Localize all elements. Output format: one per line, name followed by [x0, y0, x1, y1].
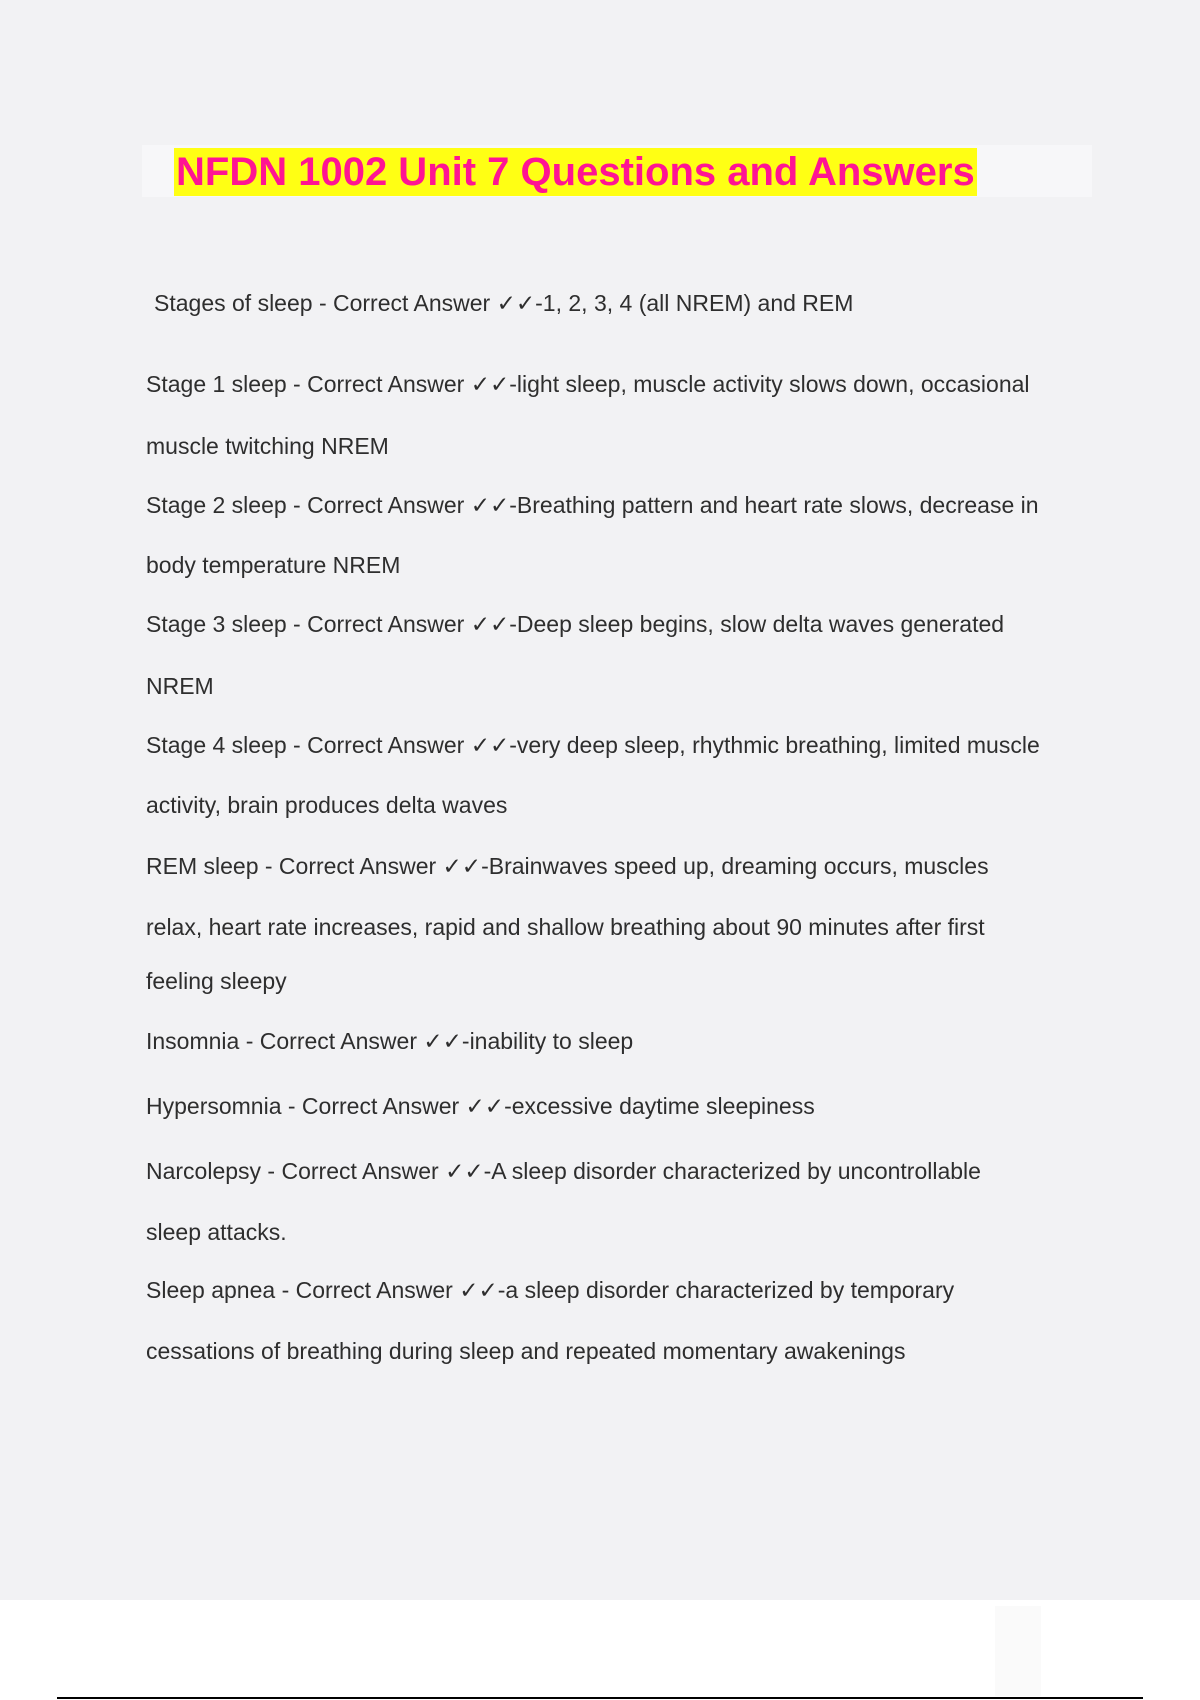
qa-line-stage-1: Stage 1 sleep - Correct Answer ✓✓-light sleep, muscle activity slows down, occasional [146, 371, 1030, 397]
qa-line-stage-3-cont: NREM [146, 673, 214, 699]
document-title: NFDN 1002 Unit 7 Questions and Answers [176, 150, 975, 194]
qa-line-stage-2: Stage 2 sleep - Correct Answer ✓✓-Breathing pattern and heart rate slows, decrease in [146, 492, 1039, 518]
qa-line-stage-1-cont: muscle twitching NREM [146, 433, 389, 459]
qa-line-rem-sleep-cont-1: relax, heart rate increases, rapid and shallow breathing about 90 minutes after first [146, 914, 985, 940]
qa-line-rem-sleep: REM sleep - Correct Answer ✓✓-Brainwaves speed up, dreaming occurs, muscles [146, 853, 989, 879]
qa-line-narcolepsy-cont: sleep attacks. [146, 1219, 287, 1245]
qa-line-narcolepsy: Narcolepsy - Correct Answer ✓✓-A sleep disorder characterized by uncontrollable [146, 1158, 981, 1184]
qa-line-insomnia: Insomnia - Correct Answer ✓✓-inability to sleep [146, 1028, 634, 1054]
qa-line-stage-4: Stage 4 sleep - Correct Answer ✓✓-very deep sleep, rhythmic breathing, limited muscle [146, 732, 1040, 758]
footer-watermark-block [995, 1606, 1041, 1696]
qa-line-stages-of-sleep: Stages of sleep - Correct Answer ✓✓-1, 2, 3, 4 (all NREM) and REM [154, 290, 854, 316]
qa-line-sleep-apnea-cont: cessations of breathing during sleep and repeated momentary awakenings [146, 1338, 906, 1364]
footer-divider [57, 1697, 1143, 1699]
qa-line-sleep-apnea: Sleep apnea - Correct Answer ✓✓-a sleep disorder characterized by temporary [146, 1277, 955, 1303]
qa-line-hypersomnia: Hypersomnia - Correct Answer ✓✓-excessive daytime sleepiness [146, 1093, 815, 1119]
qa-line-rem-sleep-cont-2: feeling sleepy [146, 968, 287, 994]
qa-line-stage-2-cont: body temperature NREM [146, 552, 401, 578]
qa-line-stage-3: Stage 3 sleep - Correct Answer ✓✓-Deep sleep begins, slow delta waves generated [146, 611, 1005, 637]
qa-line-stage-4-cont: activity, brain produces delta waves [146, 792, 508, 818]
